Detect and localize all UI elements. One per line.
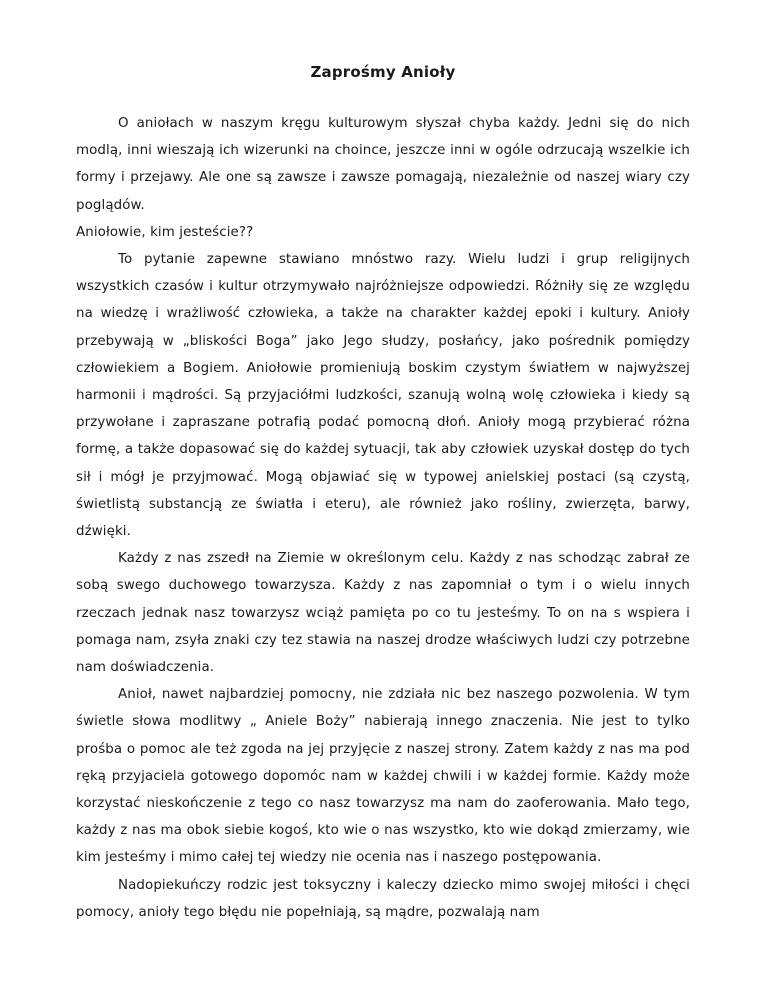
document-title: Zaprośmy Anioły [310,63,456,81]
paragraph-permission: Anioł, nawet najbardziej pomocny, nie zdziała nic bez naszego pozwolenia. W tym świetle słowa modlitwy „ Aniele Boży” nabierają innego znaczenia. Nie jest to tylko prośba o pomoc ale też zgoda na jej przyjęcie z naszej strony. Zatem każdy z nas ma pod ręką przyjaciela gotowego dopomóc nam w każdej chwili i w każdej formie. Każdy może korzystać nieskończenie z tego co nasz towarzysz ma nam do zaoferowania. Mało tego, każdy z nas ma obok siebie kogoś, kto wie o nas wszystko, kto wie dokąd zmierzamy, wie kim jesteśmy i mimo całej tej wiedzy nie ocenia nas i naszego postępowania. [76,687,690,866]
paragraph-answer: To pytanie zapewne stawiano mnóstwo razy. Wielu ludzi i grup religijnych wszystkich czasów i kultur otrzymywało najróżniejsze odpowiedzi. Różniły się ze względu na wiedzę i wrażliwość człowieka, a także na charakter każdej epoki i kultury. Anioły przebywają w „bliskości Boga” jako Jego słudzy, posłańcy, jako pośrednik pomiędzy człowiekiem a Bogiem. Aniołowie promieniują boskim czystym światłem w najwyższej harmonii i mądrości. Są przyjaciółmi ludzkości, szanują wolną wolę człowieka i kiedy są przywołane i zapraszane potrafią podać pomocną dłoń. Anioły mogą przybierać różna formę, a także dopasować się do każdej sytuacji, tak aby człowiek uzyskał dostęp do tych sił i mógł je przyjmować. Mogą objawiać się w typowej anielskiej postaci (są czystą, świetlistą substancją ze światła i eteru), ale również jako rośliny, zwierzęta, barwy, dźwięki. [76,252,690,540]
paragraph-question: Aniołowie, kim jesteście?? [76,224,254,240]
paragraph-companion: Każdy z nas zszedł na Ziemie w określonym celu. Każdy z nas schodząc zabrał ze sobą swego duchowego towarzysza. Każdy z nas zapomniał o tym i o wielu innych rzeczach jednak nasz towarzysz wciąż pamięta po co tu jesteśmy. To on na s wspiera i pomaga nam, zsyła znaki czy tez stawia na naszej drodze właściwych ludzi czy potrzebne nam doświadczenia. [76,551,690,676]
paragraph-overprotective: Nadopiekuńczy rodzic jest toksyczny i kaleczy dziecko mimo swojej miłości i chęci pomocy, anioły tego błędu nie popełniają, są mądre, pozwalają nam [76,877,690,920]
paragraph-intro: O aniołach w naszym kręgu kulturowym słyszał chyba każdy. Jedni się do nich modlą, inni wieszają ich wizerunki na choince, jeszcze inni w ogóle odrzucają wszelkie ich formy i przejawy. Ale one są zawsze i zawsze pomagają, niezależnie od naszej wiary czy poglądów. [76,116,690,213]
document-page [76,62,690,926]
